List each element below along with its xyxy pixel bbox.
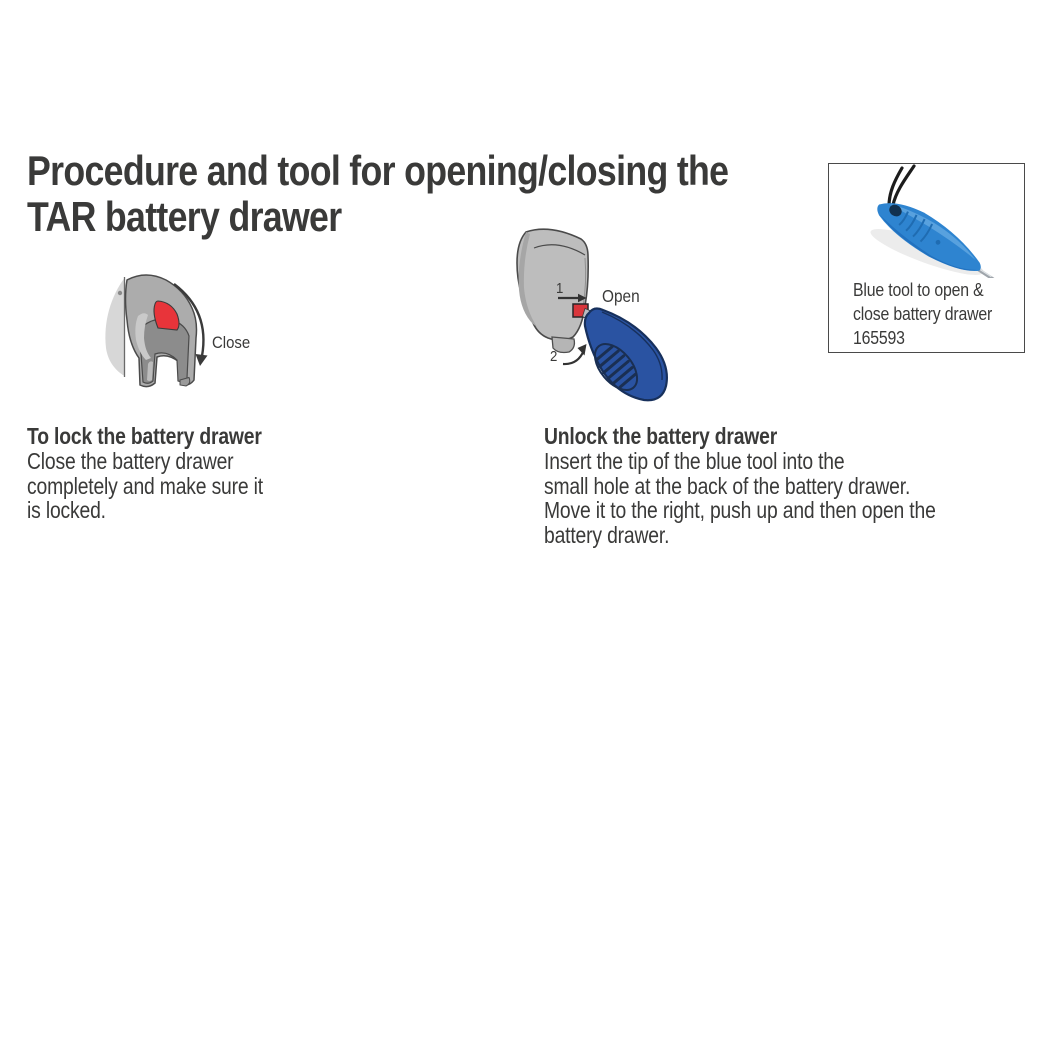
unlock-heading: Unlock the battery drawer bbox=[544, 423, 778, 449]
device-body bbox=[517, 229, 588, 340]
page-title-line2: TAR battery drawer bbox=[27, 193, 342, 240]
page-title-line1: Procedure and tool for opening/closing the bbox=[27, 147, 729, 194]
device-dot bbox=[118, 291, 122, 295]
close-illustration bbox=[88, 256, 328, 411]
tool-cord-strand bbox=[893, 166, 914, 205]
tool-box-caption bbox=[853, 278, 992, 350]
blue-tool-photo bbox=[829, 164, 1024, 278]
tool-photo-box bbox=[828, 163, 1025, 353]
lock-body-line2: completely and make sure it bbox=[27, 472, 264, 499]
close-label: Close bbox=[212, 334, 251, 353]
close-arrowhead bbox=[196, 354, 208, 366]
unlock-body-line3: Move it to the right, push up and then open the bbox=[544, 497, 936, 524]
unlock-section bbox=[544, 424, 936, 548]
unlock-body-line2: small hole at the back of the battery drawer. bbox=[544, 472, 911, 499]
lock-heading: To lock the battery drawer bbox=[27, 423, 262, 449]
open-illustration bbox=[490, 218, 700, 418]
step2-label: 2 bbox=[550, 347, 558, 365]
step1-label: 1 bbox=[556, 279, 564, 297]
tool-caption-line1: Blue tool to open & bbox=[853, 280, 984, 300]
lock-body-line3: is locked. bbox=[27, 497, 106, 524]
open-label: Open bbox=[602, 287, 640, 307]
tool-caption-line2: close battery drawer bbox=[853, 304, 993, 324]
unlock-body-line1: Insert the tip of the blue tool into the bbox=[544, 447, 845, 474]
lock-section bbox=[27, 424, 263, 523]
unlock-body-line4: battery drawer. bbox=[544, 522, 670, 549]
lock-body-line1: Close the battery drawer bbox=[27, 447, 234, 474]
tool-caption-line3: 165593 bbox=[853, 328, 905, 348]
